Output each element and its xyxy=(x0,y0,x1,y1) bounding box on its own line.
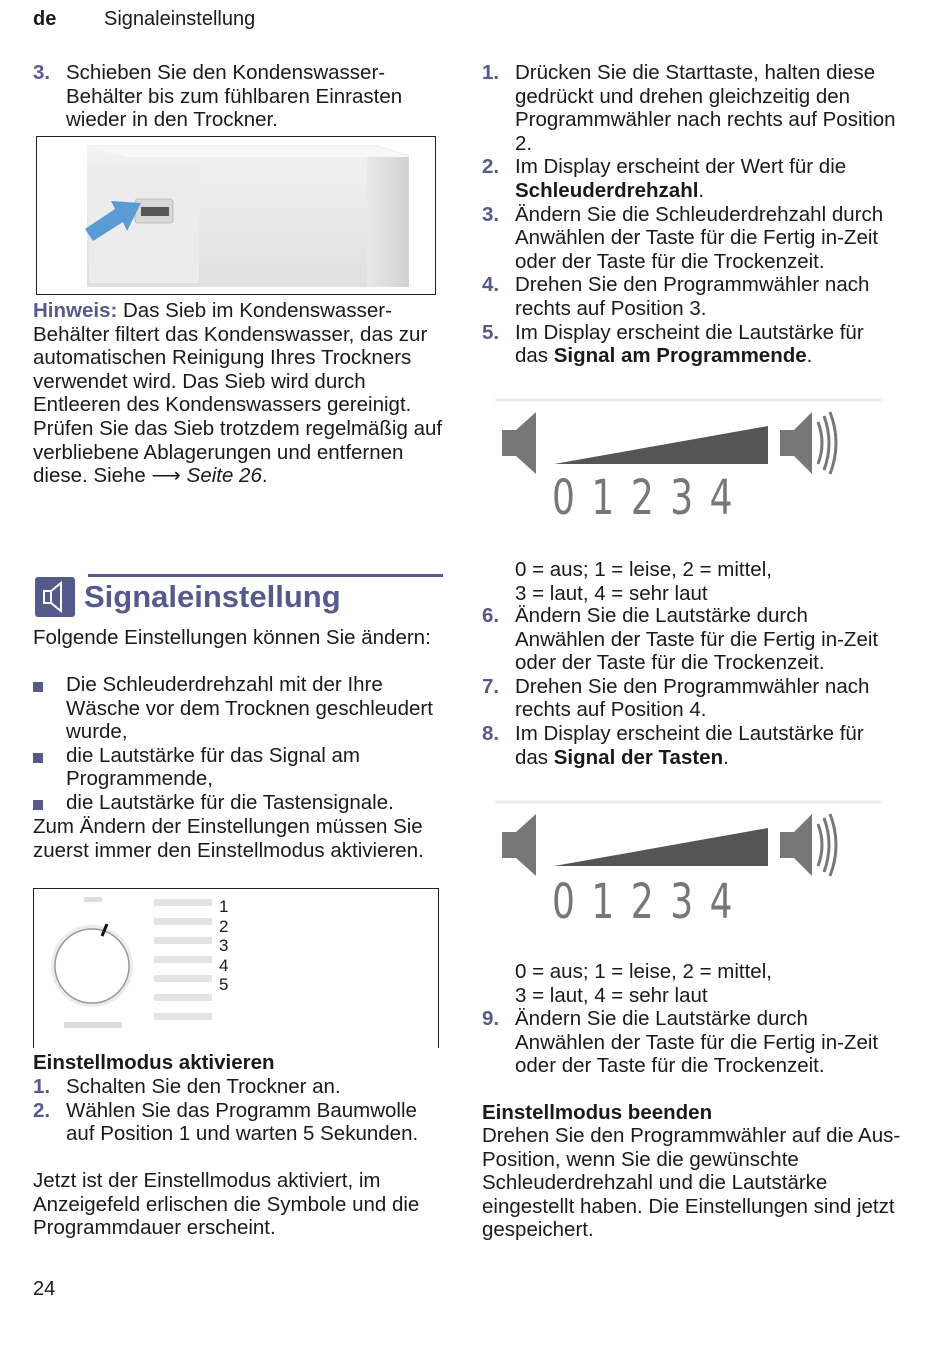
activate-heading: Einstellmodus aktivieren xyxy=(33,1051,275,1074)
step-text-bold: Signal der Tasten xyxy=(553,745,724,769)
settings-note: Zum Ändern der Einstellungen müssen Sie zuerst immer den Einstellmodus aktivieren. xyxy=(33,815,424,862)
page-number: 24 xyxy=(33,1278,56,1300)
step-text: Schieben Sie den Kondenswasser-Behälter bis zum fühlbaren Einrasten wieder in den Trockner. xyxy=(66,61,403,132)
dial-label: 1 xyxy=(219,897,229,916)
section-rule xyxy=(88,574,443,577)
step-number: 1. xyxy=(33,1075,51,1098)
language-code: de xyxy=(33,8,57,30)
list-item-text: die Lautstärke für das Signal am Programmende, xyxy=(66,743,360,791)
program-dial-figure xyxy=(33,888,439,1048)
dryer-drawer-illustration xyxy=(37,137,436,295)
volume-digit: 0 xyxy=(552,470,592,526)
step-text: Drehen Sie den Programmwähler nach rechts auf Position 4. xyxy=(515,674,870,722)
volume-digit: 1 xyxy=(591,874,631,930)
step-item xyxy=(33,1099,445,1146)
volume-digits xyxy=(552,470,749,526)
steps-list-a xyxy=(482,61,902,368)
volume-digit: 4 xyxy=(709,470,750,526)
step-number: 7. xyxy=(482,674,500,698)
condensate-container-figure xyxy=(36,136,436,295)
volume-legend xyxy=(515,960,905,1007)
end-text: Drehen Sie den Programmwähler auf die Aus-Position, wenn Sie die gewünschte Schleuderdrehzahl und die Lautstärke eingestellt haben. Die Einstellungen sind jetzt gespeichert. xyxy=(482,1124,901,1242)
step-text: Wählen Sie das Programm Baumwolle auf Position 1 und warten 5 Sekunden. xyxy=(66,1098,419,1146)
dial-label: 4 xyxy=(219,955,229,975)
step-text-end: . xyxy=(723,745,729,769)
speaker-icon xyxy=(35,577,75,617)
volume-digit: 3 xyxy=(670,470,710,526)
step-number: 9. xyxy=(482,1007,500,1030)
settings-list xyxy=(33,673,445,815)
volume-digit: 1 xyxy=(591,470,631,526)
hint-label: Hinweis: xyxy=(33,299,118,322)
step-3 xyxy=(33,61,445,132)
step-text-bold: Schleuderdrehzahl xyxy=(515,178,699,202)
list-item-text: die Lautstärke für die Tastensignale. xyxy=(66,790,394,814)
step-number: 5. xyxy=(482,320,500,344)
dial-label: 5 xyxy=(219,975,229,994)
page-reference-link[interactable]: Seite 26 xyxy=(186,464,262,488)
steps-list-b xyxy=(482,604,902,769)
step-item xyxy=(482,273,902,320)
arrow-icon: ⟶ xyxy=(151,464,181,488)
step-text: Schalten Sie den Trockner an. xyxy=(66,1075,341,1098)
volume-display-figure xyxy=(490,398,885,528)
step-text: Im Display erscheint die Lautstärke für das xyxy=(515,721,864,769)
step-text: Im Display erscheint der Wert für die xyxy=(515,155,847,179)
volume-digits xyxy=(552,874,749,930)
step-item xyxy=(482,321,902,368)
section-title: Signaleinstellung xyxy=(84,579,341,614)
step-item xyxy=(482,203,902,274)
step-text-bold: Signal am Programmende xyxy=(553,344,807,368)
hint-end: . xyxy=(261,464,268,488)
list-item-text: Die Schleuderdrehzahl mit der Ihre Wäsche vor dem Trocknen geschleudert wurde, xyxy=(66,673,433,744)
step-text: Ändern Sie die Lautstärke durch Anwählen der Taste für die Fertig in-Zeit oder der Taste für die Trockenzeit. xyxy=(515,1007,879,1078)
legend-line: 3 = laut, 4 = sehr laut xyxy=(515,983,708,1007)
dial-label: 3 xyxy=(219,936,229,955)
volume-digit: 4 xyxy=(709,874,750,930)
step-text: Drehen Sie den Programmwähler nach rechts auf Position 3. xyxy=(515,273,870,320)
bullet-icon xyxy=(33,682,43,692)
step-text: Im Display erscheint die Lautstärke für das xyxy=(515,320,864,368)
bullet-icon xyxy=(33,800,43,810)
dial-illustration xyxy=(34,889,438,1047)
step-number: 8. xyxy=(482,721,500,745)
volume-digit: 3 xyxy=(670,874,710,930)
step-number: 4. xyxy=(482,273,500,297)
step-9 xyxy=(482,1007,902,1078)
step-text-end: . xyxy=(806,344,813,368)
step-number: 2. xyxy=(33,1098,51,1122)
step-number: 3. xyxy=(33,61,51,84)
volume-digit: 2 xyxy=(630,470,671,526)
hint-block xyxy=(33,299,445,488)
list-item xyxy=(33,673,445,744)
step-item xyxy=(482,675,902,722)
hint-text: Das Sieb im Kondenswasser-Behälter filtert das Kondenswasser, das zur automatischen Reinigung Ihres Trockners verwendet wird. Das Sieb wird durch Entleeren des Kondenswassers gereinigt. Prüfen Sie das Sieb trotzdem regelmäßig auf verbliebene Ablagerungen und entfernen diese. Siehe xyxy=(33,299,443,488)
list-item xyxy=(33,744,445,791)
step-number: 6. xyxy=(482,604,500,627)
legend-line: 0 = aus; 1 = leise, 2 = mittel, xyxy=(515,558,772,581)
volume-digit: 2 xyxy=(630,874,671,930)
step-text: Ändern Sie die Lautstärke durch Anwählen der Taste für die Fertig in-Zeit oder der Taste für die Trockenzeit. xyxy=(515,604,879,675)
step-item xyxy=(33,1075,445,1099)
step-number: 2. xyxy=(482,155,500,179)
dial-label: 2 xyxy=(219,916,229,936)
step-number: 3. xyxy=(482,202,500,226)
activate-steps xyxy=(33,1075,445,1146)
step-item xyxy=(482,722,902,769)
step-number: 1. xyxy=(482,61,500,84)
activate-after-text: Jetzt ist der Einstellmodus aktiviert, im Anzeigefeld erlischen die Symbole und die Programmdauer erscheint. xyxy=(33,1169,420,1240)
step-item xyxy=(482,61,902,155)
volume-display-figure-keys xyxy=(490,800,885,930)
legend-line: 0 = aus; 1 = leise, 2 = mittel, xyxy=(515,960,772,983)
step-item xyxy=(482,155,902,202)
step-text-end: . xyxy=(698,178,705,202)
list-item xyxy=(33,791,445,815)
running-header-title: Signaleinstellung xyxy=(104,8,256,30)
step-item xyxy=(482,604,902,675)
legend-line: 3 = laut, 4 = sehr laut xyxy=(515,581,708,605)
step-text: Drücken Sie die Starttaste, halten diese gedrückt und drehen gleichzeitig den Programmwähler nach rechts auf Position 2. xyxy=(515,61,896,155)
bullet-icon xyxy=(33,753,43,763)
dial-position-labels xyxy=(219,897,228,995)
volume-legend xyxy=(515,558,905,605)
volume-digit: 0 xyxy=(552,874,592,930)
intro-text: Folgende Einstellungen können Sie ändern: xyxy=(33,626,431,649)
step-text: Ändern Sie die Schleuderdrehzahl durch Anwählen der Taste für die Fertig in-Zeit oder der Taste für die Trockenzeit. xyxy=(515,202,884,273)
end-heading: Einstellmodus beenden xyxy=(482,1101,713,1124)
